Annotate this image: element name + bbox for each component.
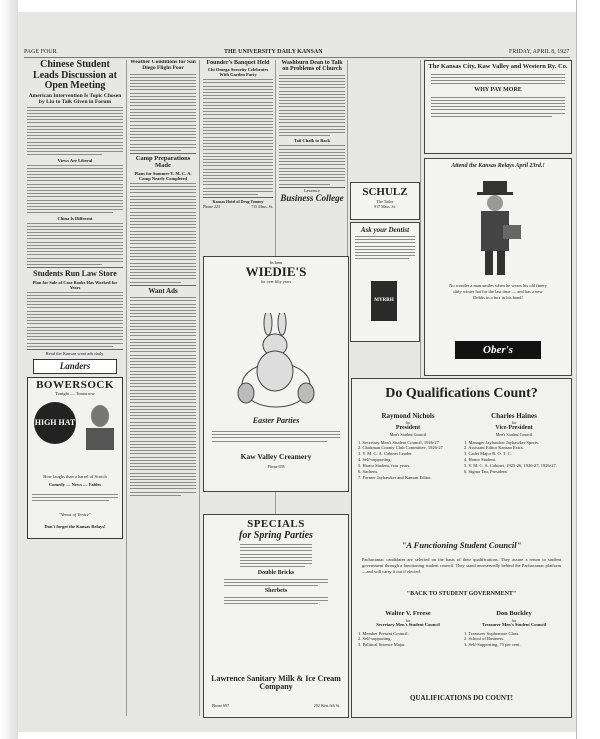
crosshead-china-different: China Is Different (57, 215, 93, 221)
slogan-heading: "A Functioning Student Council" (401, 540, 522, 550)
bowersock-title: BOWERSOCK (36, 378, 114, 391)
candidate-office: Vice-President (495, 425, 533, 432)
qualification-list (358, 631, 458, 649)
platform-statement: Pachacamac candidates are selected on the basis of their qualifications. They assure a return to student government through a functioning student council. They stand unreservedly behind the Pachacamac platform—and will carry it out if elected. (362, 557, 561, 575)
column-4 (279, 60, 345, 250)
lawrence-contact (212, 703, 340, 708)
list-item: 2. Self-supporting. (358, 636, 392, 642)
subhead-case-books: Plan for Sale of Case Books Has Worked for Years (32, 279, 118, 290)
headline-tail-chalk: Tail Chalk to Back (294, 138, 330, 144)
ask-dentist-heading: Ask your Dentist (360, 226, 410, 234)
actor-portrait-image (80, 400, 120, 450)
list-item: 7. Former Jayhawker and Kansan Editor. (358, 474, 432, 480)
bowersock-relays: Don't forget the Kansas Relays! (44, 523, 106, 529)
myrrh-dentist-ad (350, 222, 420, 342)
article-body (130, 183, 196, 283)
page-edge (576, 0, 600, 739)
headline-chinese-student: Chinese Student Leads Discussion at Open Meeting (33, 60, 117, 91)
business-college-ad: Business College (280, 192, 344, 203)
subhead-camp: Plans for Summer Y. M. C. A. Camp Nearly Completed (134, 170, 192, 181)
headline-law-store: Students Run Law Store (33, 269, 117, 279)
article-body (27, 165, 123, 214)
myrrh-bottle: MYRRH (371, 281, 397, 321)
list-item: 3. Political Science Major. (358, 642, 406, 648)
schulz-subtitle: The Tailor (376, 198, 394, 204)
classified-ads (130, 297, 196, 496)
list-item: 1. Member Present Council. (358, 630, 409, 636)
column-rule (420, 60, 421, 380)
kaw-valley-name: Kaw Valley Creamery (240, 452, 312, 461)
article-body (27, 292, 123, 347)
bowersock-tonight: Tonight — Tomorrow (55, 391, 95, 397)
easter-parties: Easter Parties (252, 416, 300, 425)
column-3 (203, 60, 273, 250)
lawrence-phone: Phone 697 (212, 703, 229, 708)
list-item: 4. Honor Student. (464, 457, 496, 463)
article-body (279, 75, 345, 137)
kaw-valley-creamery-ad (203, 256, 349, 492)
easter-bunny-illustration (222, 313, 330, 413)
candidate-council: Men's Student Council (389, 431, 427, 437)
list-item: 2. School of Business. (464, 636, 505, 642)
sherbets: Sherbets (264, 588, 288, 595)
headline-washburn: Washburn Dean to Talk on Problems of Church (281, 60, 343, 73)
wiedie-sub: for over fifty years (260, 278, 292, 284)
schulz-address: 917 Mass. St. (374, 203, 396, 209)
list-item: 4. Self-supporting. (358, 457, 392, 463)
candidate-name: Don Buckley (496, 610, 532, 617)
article-body (279, 145, 345, 184)
qualification-list (464, 440, 564, 475)
candidate-treasurer (464, 611, 564, 648)
list-item: 3. Self-Supporting, 75 per cent. (464, 642, 521, 648)
kaw-valley-phone: Phone 658 (267, 464, 285, 469)
list-item: 3. Y. M. C. A. Cabinet Leader. (358, 451, 413, 457)
lawrence-address: 202 West 6th St. (313, 703, 340, 708)
candidate-for: for (511, 617, 517, 623)
drug-store-phone: Phone 223 (203, 204, 220, 210)
article-body (27, 223, 123, 265)
article-body (27, 107, 123, 156)
business-college-pre: Lawrence (279, 187, 345, 193)
candidate-president (358, 413, 458, 481)
landers-ad: Landers (33, 359, 117, 374)
candidate-for: for (405, 420, 411, 426)
column-2 (130, 60, 196, 716)
list-item: 1. Secretary Men's Student Council, 1926-27 (358, 439, 439, 445)
qualifications-title: Do Qualifications Count? (385, 386, 538, 401)
bowersock-venus: "Venus of Venice" (59, 511, 91, 517)
pachacamac-qualifications-ad (351, 378, 572, 718)
list-item: 6. Sachem. (358, 468, 378, 474)
list-item: 5. Honor Student, four years. (358, 463, 411, 469)
back-to-student-government: "BACK TO STUDENT GOVERNMENT" (406, 591, 517, 597)
wiedie-name: WIEDIE'S (245, 264, 307, 279)
kansas-city-railway-ad (424, 60, 572, 154)
drug-store-ad: Kansas Hotel of Drug Tommy (203, 197, 273, 204)
qualification-list (464, 631, 564, 649)
lawrence-ice-cream-ad (203, 514, 349, 718)
candidate-office: Secretary Men's Student Council (376, 621, 440, 627)
headline-weather: Weather Conditions for San Diego Flight Poor (130, 60, 196, 71)
candidate-name: Charles Haines (491, 412, 537, 420)
list-item: 2. Chairman County Club Committee, 1926-27 (358, 445, 443, 451)
crosshead-views-liberal: Views Are Liberal (57, 157, 93, 163)
page-number: PAGE FOUR (24, 49, 57, 55)
double-bricks: Double Bricks (257, 570, 295, 577)
column-rule (199, 60, 200, 716)
bowersock-ad (27, 377, 123, 539)
page-binding-shadow (0, 0, 18, 739)
column-rule (126, 60, 127, 716)
schulz-name: SCHULZ (362, 186, 408, 198)
subhead-chi-omega: Chi Omega Sorority Celebrates With Garden Party (207, 67, 269, 78)
candidate-office: President (395, 425, 421, 432)
masthead-rule (24, 57, 570, 58)
candidate-office: Treasurer Men's Student Council (481, 621, 547, 627)
candidate-secretary (358, 611, 458, 648)
candidate-vice-president (464, 413, 564, 475)
bowersock-caption: How laughs than a barrel of Scotch (43, 473, 107, 479)
specials-title: SPECIALS (247, 518, 305, 530)
high-hat-logo: HIGH HAT (34, 402, 76, 444)
wiedie-pre: Its been (269, 260, 283, 265)
relays-heading: Attend the Kansas Relays April 23rd.! (451, 163, 545, 169)
lawrence-sanitary-name: Lawrence Sanitary Milk & Ice Cream Company (211, 674, 341, 692)
bowersock-comedy: Comedy — News — Fables (48, 481, 102, 487)
list-item: 1. Treasurer Sophomore Class. (464, 630, 520, 636)
candidate-council: Men's Student Council (495, 431, 533, 437)
want-ads-heading: Want Ads (148, 286, 178, 295)
candidate-name: Raymond Nichols (381, 412, 435, 420)
obers-ad (424, 158, 572, 376)
headline-founders-banquet: Founder's Banquet Held (206, 60, 270, 66)
list-item: 1. Manager Jayhawker Jayhawker Sports. (464, 439, 539, 445)
subhead-american-intervention: American Intervention Is Topic Chosen by Liu to Talk Given in Forum (28, 92, 122, 105)
man-with-hat-illustration (465, 179, 525, 279)
issue-date: FRIDAY, APRIL 8, 1927 (509, 49, 570, 55)
list-item: 3. Cadet Major R. O. T. C. (464, 451, 512, 457)
specials-subtitle: for Spring Parties (239, 529, 313, 541)
drug-store-contact (203, 204, 273, 209)
schulz-tailor-ad (350, 182, 420, 220)
no-wonder-text: No wonder a man smiles when he wears his old finery dirty winter hat for the last time — and has a new Dobbs in a box in his hand! (449, 283, 547, 300)
qualification-list (358, 440, 458, 481)
candidate-name: Walter V. Freese (385, 610, 431, 617)
list-item: 6. Sigma Tau, President. (464, 468, 508, 474)
railway-headline: The Kansas City, Kaw Valley and Western Ry. Co. (428, 63, 568, 70)
why-pay-more: WHY PAY MORE (474, 87, 522, 94)
candidate-for: for (405, 617, 411, 623)
paper-name: THE UNIVERSITY DAILY KANSAN (224, 49, 323, 55)
obers-logo: Ober's (455, 341, 541, 359)
headline-camp: Camp Preparations Made (135, 155, 191, 170)
column-1 (27, 60, 123, 716)
list-item: 2. Assistant Editor Kansan Extra. (464, 445, 524, 451)
want-ads-reminder: Read the Kansan want ads daily. (27, 349, 123, 356)
list-item: 5. Y. M. C. A. Cabinet, 1925-26, 1926-27, 1926-27. (464, 463, 557, 469)
article-body (130, 74, 196, 152)
qualifications-footer: QUALIFICATIONS DO COUNT! (410, 694, 513, 702)
masthead (24, 49, 570, 57)
article-body (203, 79, 273, 195)
candidate-for: for (511, 420, 517, 426)
drug-store-address: 715 Mass. St. (251, 204, 273, 210)
